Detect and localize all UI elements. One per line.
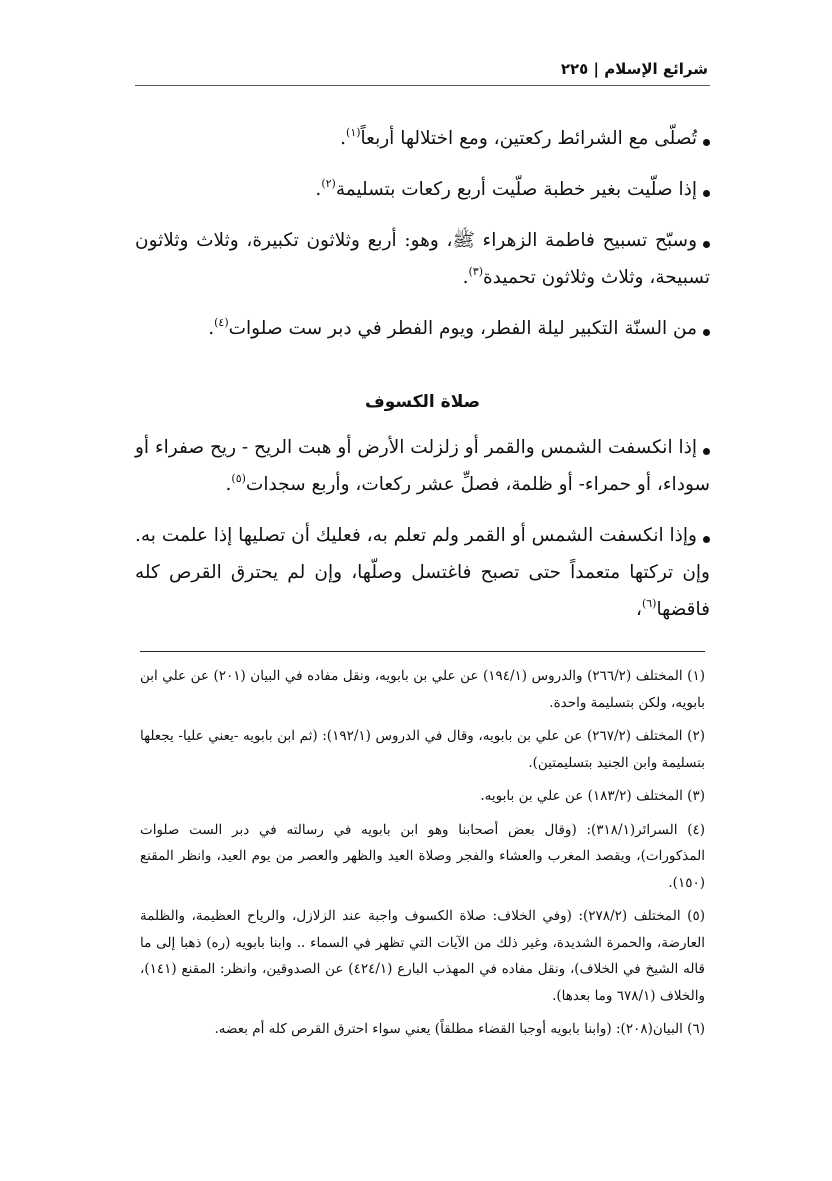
paragraph-2	[135, 171, 710, 208]
footnote-2: (٢) المختلف (٢٦٧/٢) عن علي بن بابويه، وقال في الدروس (١٩٢/١): (ثم ابن بابويه -يعني عليا- يجعلها بتسليمة وابن الجنيد بتسليمتين).	[140, 728, 705, 771]
paragraph-end: .	[462, 267, 469, 288]
footnote-1: (١) المختلف (٢٦٦/٢) والدروس (١٩٤/١) عن علي بن بابويه، ونقل مفاده في البيان (٢٠١) عن علي ابن بابويه، ولكن بتسليمة واحدة.	[140, 668, 705, 711]
paragraph-end: ،	[635, 599, 642, 620]
paragraph-1	[135, 120, 710, 157]
footnote-reference: (٦)	[641, 597, 657, 610]
footnote-reference: (٢)	[321, 177, 336, 190]
paragraph-text: وسبّح تسبيح فاطمة الزهراء ﷺ، وهو: أربع وثلاثون تكبيرة، وثلاث وثلاثون تسبيحة، وثلاث وثلاثون تحميدة	[135, 230, 710, 288]
bullet-icon	[703, 190, 710, 197]
running-head: شرائع الإسلام | ٢٢٥	[560, 60, 708, 78]
paragraph-5	[135, 429, 710, 503]
footnote-reference: (١)	[346, 126, 361, 139]
footnote-reference: (٥)	[231, 472, 246, 485]
paragraph-text: تُصلّى مع الشرائط ركعتين، ومع اختلالها أربعاً	[360, 128, 697, 149]
footnote-reference: (٣)	[468, 265, 483, 278]
paragraph-text: إذا انكسفت الشمس والقمر أو زلزلت الأرض أو هبت الريح - ريح صفراء أو سوداء، أو حمراء- أو ظلمة، فصلِّ عشر ركعات، وأربع سجدات	[135, 437, 710, 495]
footnotes	[140, 663, 705, 1050]
paragraph-end: .	[315, 179, 322, 200]
bullet-icon	[703, 536, 710, 543]
paragraph-end: .	[225, 474, 232, 495]
footnote-3: (٣) المختلف (١٨٣/٢) عن علي بن بابويه.	[480, 788, 705, 804]
bullet-icon	[703, 241, 710, 248]
footnote-reference: (٤)	[214, 316, 229, 329]
bullet-icon	[703, 448, 710, 455]
bullet-icon	[703, 139, 710, 146]
footnote-4: (٤) السرائر(٣١٨/١): (وقال بعض أصحابنا وهو ابن بابويه في رسالته في دبر الست صلوات المذكورات)، ويقصد المغرب والعشاء والفجر وصلاة العيد والظهر والعصر من يوم العيد، وانظر المقنع (١٥٠).	[140, 821, 706, 891]
paragraph-text: إذا صلّيت بغير خطبة صلّيت أربع ركعات بتسليمة	[335, 179, 697, 200]
paragraph-6	[135, 517, 710, 628]
paragraph-end: .	[340, 128, 347, 149]
footnote-separator	[140, 651, 705, 652]
page-header	[135, 58, 710, 86]
paragraph-text: من السنّة التكبير ليلة الفطر، ويوم الفطر في دبر ست صلوات	[228, 318, 697, 339]
paragraph-text: وإذا انكسفت الشمس أو القمر ولم تعلم به، فعليك أن تصليها إذا علمت به. وإن تركتها متعمداً حتى تصبح فاغتسل وصلّها، وإن لم يحترق القرص كله فاقضها	[135, 525, 710, 620]
bullet-icon	[703, 329, 710, 336]
section-title: صلاة الكسوف	[364, 392, 481, 412]
paragraph-3	[135, 222, 710, 296]
footnote-6: (٦) البيان(٢٠٨): (وابنا بابويه أوجبا القضاء مطلقاً) يعني سواء احترق القرص كله أم بعضه.	[214, 1021, 705, 1037]
paragraph-end: .	[208, 318, 215, 339]
footnote-5: (٥) المختلف (٢٧٨/٢): (وفي الخلاف: صلاة الكسوف واجبة عند الزلازل، والرياح العظيمة، والظلمة العارضة، والحمرة الشديدة، وغير ذلك من الآيات التي تظهر في السماء .. وابنا بابويه (ره) ذهبا إلى ما قاله الشيخ في الخلاف)، ونقل مفاده في المهذب البارع (٤٢٤/١) عن الصدوقين، وانظر: المقنع (١٤١)، والخلاف (٦٧٨/١ وما بعدها).	[140, 908, 705, 1004]
paragraph-4	[135, 310, 710, 347]
main-text	[135, 120, 710, 642]
